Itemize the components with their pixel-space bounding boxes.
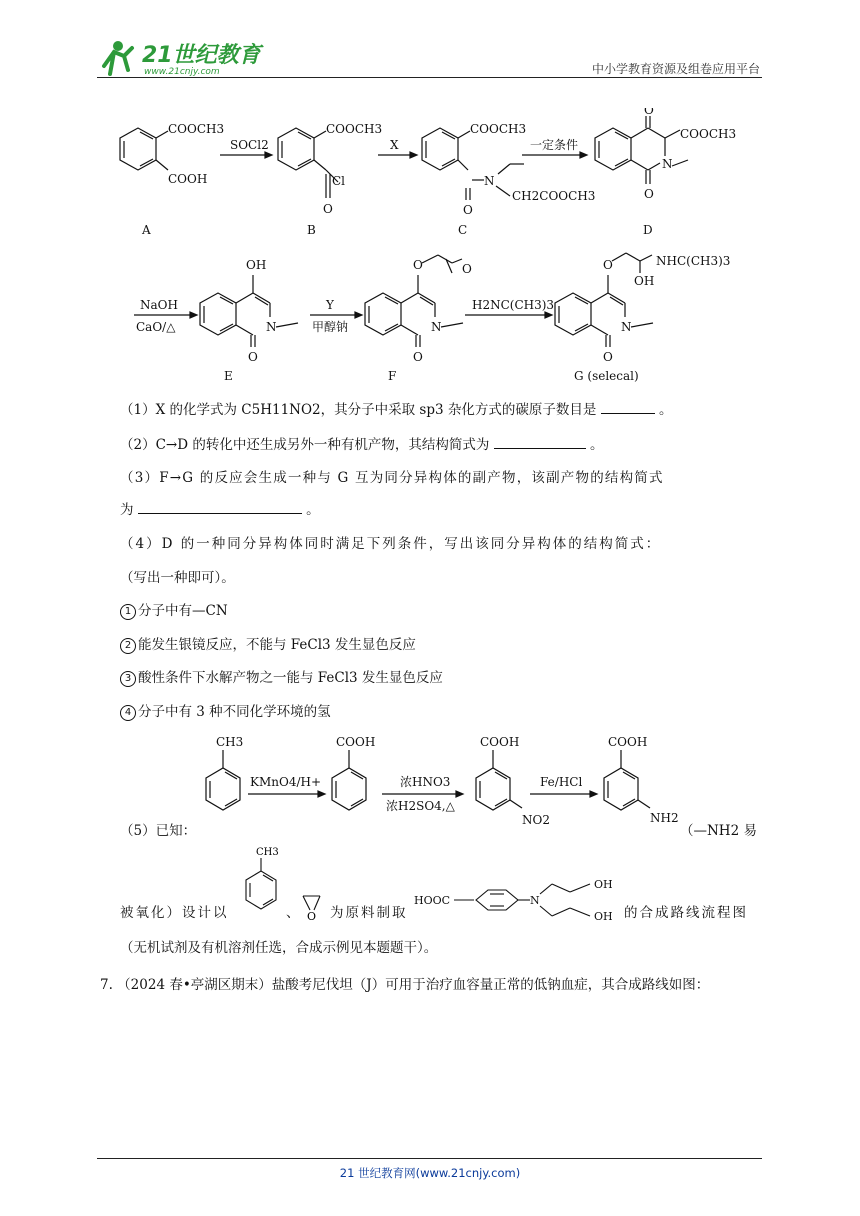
B-ester-label: COOCH3 xyxy=(326,122,383,136)
toluene-ch3-label: CH3 xyxy=(256,847,279,858)
D-o-bottom: O xyxy=(644,187,654,201)
question-5-line3: （无机试剂及有机溶剂任选，合成示例见本题题干）。 xyxy=(120,940,438,956)
G-o-label: O xyxy=(603,258,613,272)
E-o-label: O xyxy=(248,350,258,364)
svg-text:HOOC: HOOC xyxy=(414,894,451,907)
svg-text:OH: OH xyxy=(594,910,613,923)
nitro-no2: NO2 xyxy=(522,813,550,827)
G-n-label: N xyxy=(621,320,632,334)
reagent-hno3: 浓HNO3 xyxy=(400,775,451,789)
question-5-prefix: （5）已知： xyxy=(120,823,197,839)
condition-2: 2 能发生银镜反应，不能与 FeCl3 发生显色反应 xyxy=(120,636,416,654)
nitro-cooh: COOH xyxy=(480,735,520,749)
F-epoxide-o: O xyxy=(462,262,472,276)
question-4-line2: （写出一种即可）。 xyxy=(120,570,235,586)
D-n-label: N xyxy=(662,157,673,171)
logo-url: www.21cnjy.com xyxy=(144,67,220,77)
compound-E-label: E xyxy=(224,369,233,383)
reagent-fe-hcl: Fe/HCl xyxy=(540,775,583,789)
E-oh-label: OH xyxy=(246,258,267,272)
logo-runner-head xyxy=(113,41,123,51)
condition-4: 4 分子中有 3 种不同化学环境的氢 xyxy=(120,703,331,721)
question-1: （1）X 的化学式为 C5H11NO2，其分子中采取 sp3 杂化方式的碳原子数目是 。 xyxy=(120,402,673,418)
B-cl-label: Cl xyxy=(332,174,346,188)
svg-text:N: N xyxy=(530,894,540,907)
A-acid-label: COOH xyxy=(168,172,208,186)
compound-G-label: G (selecal) xyxy=(574,369,639,383)
footer-link[interactable]: 21 世纪教育网(www.21cnjy.com) xyxy=(339,1166,521,1180)
reagent-y: Y xyxy=(326,298,334,312)
question-7: 7. （2024 春•亭湖区期末）盐酸考尼伐坦（J）可用于治疗血容量正常的低钠血症，其合成路线如图： xyxy=(100,977,710,993)
F-o-bottom: O xyxy=(413,350,423,364)
condition-1: 1 分子中有—CN xyxy=(120,602,228,620)
reaction-scheme-1 xyxy=(100,108,760,243)
svg-text:O: O xyxy=(307,910,317,923)
reagent-socl2: SOCl2 xyxy=(230,138,269,152)
question-2: （2）C→D 的转化中还生成另外一种有机产物，其结构简式为 。 xyxy=(120,437,604,453)
question-3-line1: （3）F→G 的反应会生成一种与 G 互为同分异构体的副产物，该副产物的结构简式 xyxy=(120,470,664,486)
reagent-methoxide: 甲醇钠 xyxy=(312,320,349,334)
answer-blank-1[interactable] xyxy=(601,401,655,414)
reaction-scheme-3 xyxy=(190,728,680,838)
C-ester-label: COOCH3 xyxy=(470,122,527,136)
benzoic-cooh: COOH xyxy=(336,735,376,749)
question-5-line2-a: 被氧化）设计以 xyxy=(120,905,229,921)
question-5-line2-b: 、 xyxy=(286,905,300,921)
toluene-ch3: CH3 xyxy=(216,735,244,749)
answer-blank-2[interactable] xyxy=(494,436,586,449)
reagent-tbutylamine: H2NC(CH3)3 xyxy=(472,298,555,312)
compound-B-label: B xyxy=(307,223,316,237)
F-o-label: O xyxy=(413,258,423,272)
header-platform-name: 中小学教育资源及组卷应用平台 xyxy=(591,62,760,76)
G-o-bottom: O xyxy=(603,350,613,364)
reagent-conditions: 一定条件 xyxy=(530,138,579,152)
logo-text: 21世纪教育 xyxy=(142,43,261,68)
site-logo xyxy=(96,36,266,78)
svg-text:OH: OH xyxy=(594,878,613,891)
F-n-label: N xyxy=(431,320,442,334)
reagent-naoh: NaOH xyxy=(140,298,178,312)
D-o-top: O xyxy=(644,108,654,117)
ethylene-oxide-structure xyxy=(298,888,328,924)
compound-D-label: D xyxy=(643,223,653,237)
question-5-suffix: （—NH2 易 xyxy=(680,823,757,839)
toluene-structure xyxy=(236,840,286,920)
answer-blank-3[interactable] xyxy=(138,501,302,514)
compound-F-label: F xyxy=(388,369,397,383)
C-o-label: O xyxy=(463,203,473,217)
footer-divider xyxy=(97,1158,762,1159)
question-5-line2-d: 的合成路线流程图 xyxy=(624,905,748,921)
question-3-line2: 为 。 xyxy=(120,502,320,518)
E-n-label: N xyxy=(266,320,277,334)
reagent-kmno4: KMnO4/H+ xyxy=(250,775,322,789)
G-amine-label: NHC(CH3)3 xyxy=(656,254,731,268)
D-ester-label: COOCH3 xyxy=(680,127,737,141)
target-product-structure xyxy=(410,870,625,930)
compound-C-label: C xyxy=(458,223,468,237)
reagent-cao: CaO/△ xyxy=(136,320,176,334)
amino-cooh: COOH xyxy=(608,735,648,749)
C-n-label: N xyxy=(484,174,495,188)
A-ester-label: COOCH3 xyxy=(168,122,225,136)
header-divider xyxy=(97,77,762,78)
condition-3: 3 酸性条件下水解产物之一能与 FeCl3 发生显色反应 xyxy=(120,669,443,687)
amino-nh2: NH2 xyxy=(650,811,679,825)
B-o-label: O xyxy=(323,202,333,216)
reaction-scheme-2 xyxy=(100,245,760,385)
C-side-chain-label: CH2COOCH3 xyxy=(512,189,596,203)
question-4-line1: （4）D 的一种同分异构体同时满足下列条件，写出该同分异构体的结构简式： xyxy=(120,536,662,552)
reagent-x: X xyxy=(390,138,399,152)
G-oh-label: OH xyxy=(634,274,655,288)
compound-A-label: A xyxy=(142,223,151,237)
question-5-line2-c: 为原料制取 xyxy=(330,905,408,921)
reagent-h2so4: 浓H2SO4,△ xyxy=(386,799,455,813)
